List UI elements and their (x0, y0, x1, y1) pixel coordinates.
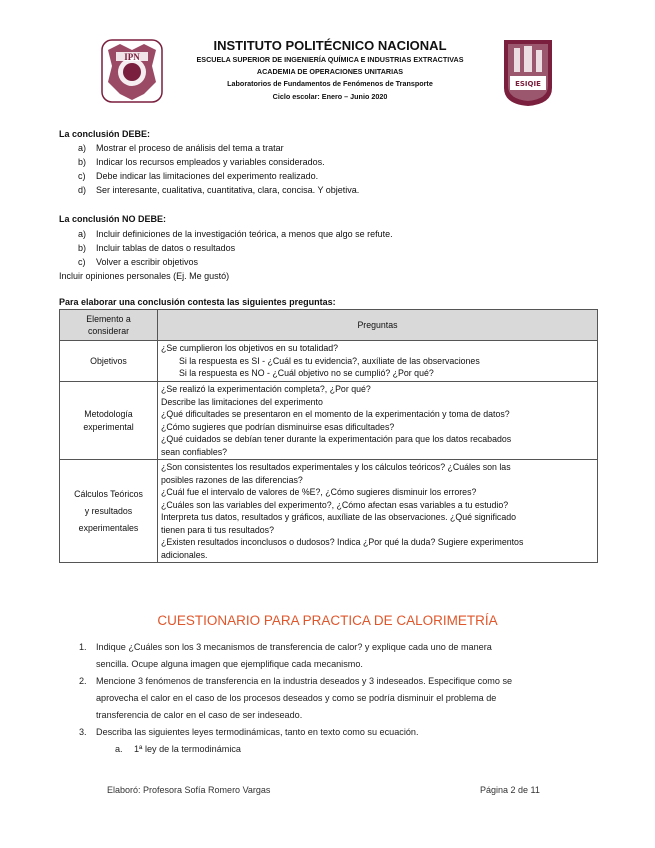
footer-author: Elaboró: Profesora Sofía Romero Vargas (107, 785, 271, 795)
question-item: 2. Mencione 3 fenómenos de transferencia en la industria deseados y 3 indeseados. Especifique como se aprovecha el calor en el caso de los procesos deseados y como se podría disminuir el problema de transferencia de calor en el caso de ser indeseado. (79, 676, 513, 720)
esiqie-logo-icon (500, 36, 556, 108)
lab-name: Laboratorios de Fundamentos de Fenómenos de Transporte (227, 79, 433, 89)
table-intro: Para elaborar una conclusión contesta las siguientes preguntas: (59, 297, 336, 307)
svg-text:ESIQIE: ESIQIE (515, 80, 541, 88)
table-row (60, 341, 598, 382)
no-debe-item: c) Volver a escribir objetivos (78, 257, 199, 267)
header-element-cell: Elemento a considerar (60, 310, 158, 341)
question-sub-item: a. 1ª ley de la termodinámica (115, 744, 241, 754)
svg-text:IPN: IPN (124, 52, 140, 62)
questions-cell: ¿Se cumplieron los objetivos en su totalidad? Si la respuesta es SI - ¿Cuál es tu evidencia?, auxíliate de las observaciones Si la respuesta es NO - ¿Cuál objetivo no se cumplió? ¿Por qué? (158, 341, 598, 382)
debe-item: b) Indicar los recursos empleados y variables considerados. (78, 157, 325, 167)
table-row (60, 460, 598, 563)
questions-cell: ¿Son consistentes los resultados experimentales y los cálculos teóricos? ¿Cuáles son las posibles razones de las diferencias? ¿Cuál fue el intervalo de valores de %E?, ¿Cómo sugieres disminuir los errores? ¿Cuáles son las variables del experimento?, ¿Cómo afectan esas variables a tu estudio? Interpreta tus datos, resultados y gráficos, auxíliate de las observaciones. ¿Qué significado tienen para ti tus resultados? ¿Existen resultados inconclusos o dudosos? Indica ¿Por qué la duda? Sugiere experimentos adicionales. (158, 460, 598, 563)
question-item: 1. Indique ¿Cuáles son los 3 mecanismos de transferencia de calor? y explique cada uno de manera sencilla. Ocupe alguna imagen que ejemplifique cada mecanismo. (79, 642, 492, 669)
academy-name: ACADEMIA DE OPERACIONES UNITARIAS (256, 67, 404, 77)
header-questions-cell: Preguntas (158, 310, 598, 341)
school-cycle: Ciclo escolar: Enero – Junio 2020 (272, 91, 388, 101)
no-debe-extra: Incluir opiniones personales (Ej. Me gustó) (59, 271, 230, 281)
element-cell: Objetivos (60, 341, 158, 382)
questions-cell: ¿Se realizó la experimentación completa?, ¿Por qué? Describe las limitaciones del experimento ¿Qué dificultades se presentaron en el momento de la experimentación y toma de datos? ¿Cómo sugieres que podrían disminuirse esas dificultades? ¿Qué cuidados se debían tener durante la experimentación para que los datos recabados sean confiables? (158, 382, 598, 460)
institution-title: INSTITUTO POLITÉCNICO NACIONAL (213, 38, 447, 53)
debe-title: La conclusión DEBE: (59, 129, 151, 139)
debe-item: c) Debe indicar las limitaciones del experimento realizado. (78, 171, 319, 181)
debe-item: a) Mostrar el proceso de análisis del tema a tratar (78, 143, 284, 153)
debe-item: d) Ser interesante, cualitativa, cuantitativa, clara, concisa. Y objetiva. (78, 185, 360, 195)
element-cell: Metodología experimental (60, 382, 158, 460)
no-debe-item: a) Incluir definiciones de la investigación teórica, a menos que algo se refute. (78, 229, 393, 239)
no-debe-title: La conclusión NO DEBE: (59, 214, 167, 224)
footer-page-number: Página 2 de 11 (480, 785, 540, 795)
document-header (160, 38, 500, 103)
no-debe-item: b) Incluir tablas de datos o resultados (78, 243, 236, 253)
table-row (60, 382, 598, 460)
ipn-logo-icon (96, 36, 168, 106)
questionnaire-title: CUESTIONARIO PARA PRACTICA DE CALORIMETRÍA (157, 613, 498, 628)
table-header-row (60, 310, 598, 341)
school-name: ESCUELA SUPERIOR DE INGENIERÍA QUÍMICA E INDUSTRIAS EXTRACTIVAS (196, 55, 464, 64)
conclusion-questions-table (59, 309, 598, 563)
element-cell: Cálculos Teóricos y resultados experimentales (60, 460, 158, 563)
question-item: 3. Describa las siguientes leyes termodinámicas, tanto en texto como su ecuación. (79, 727, 419, 737)
